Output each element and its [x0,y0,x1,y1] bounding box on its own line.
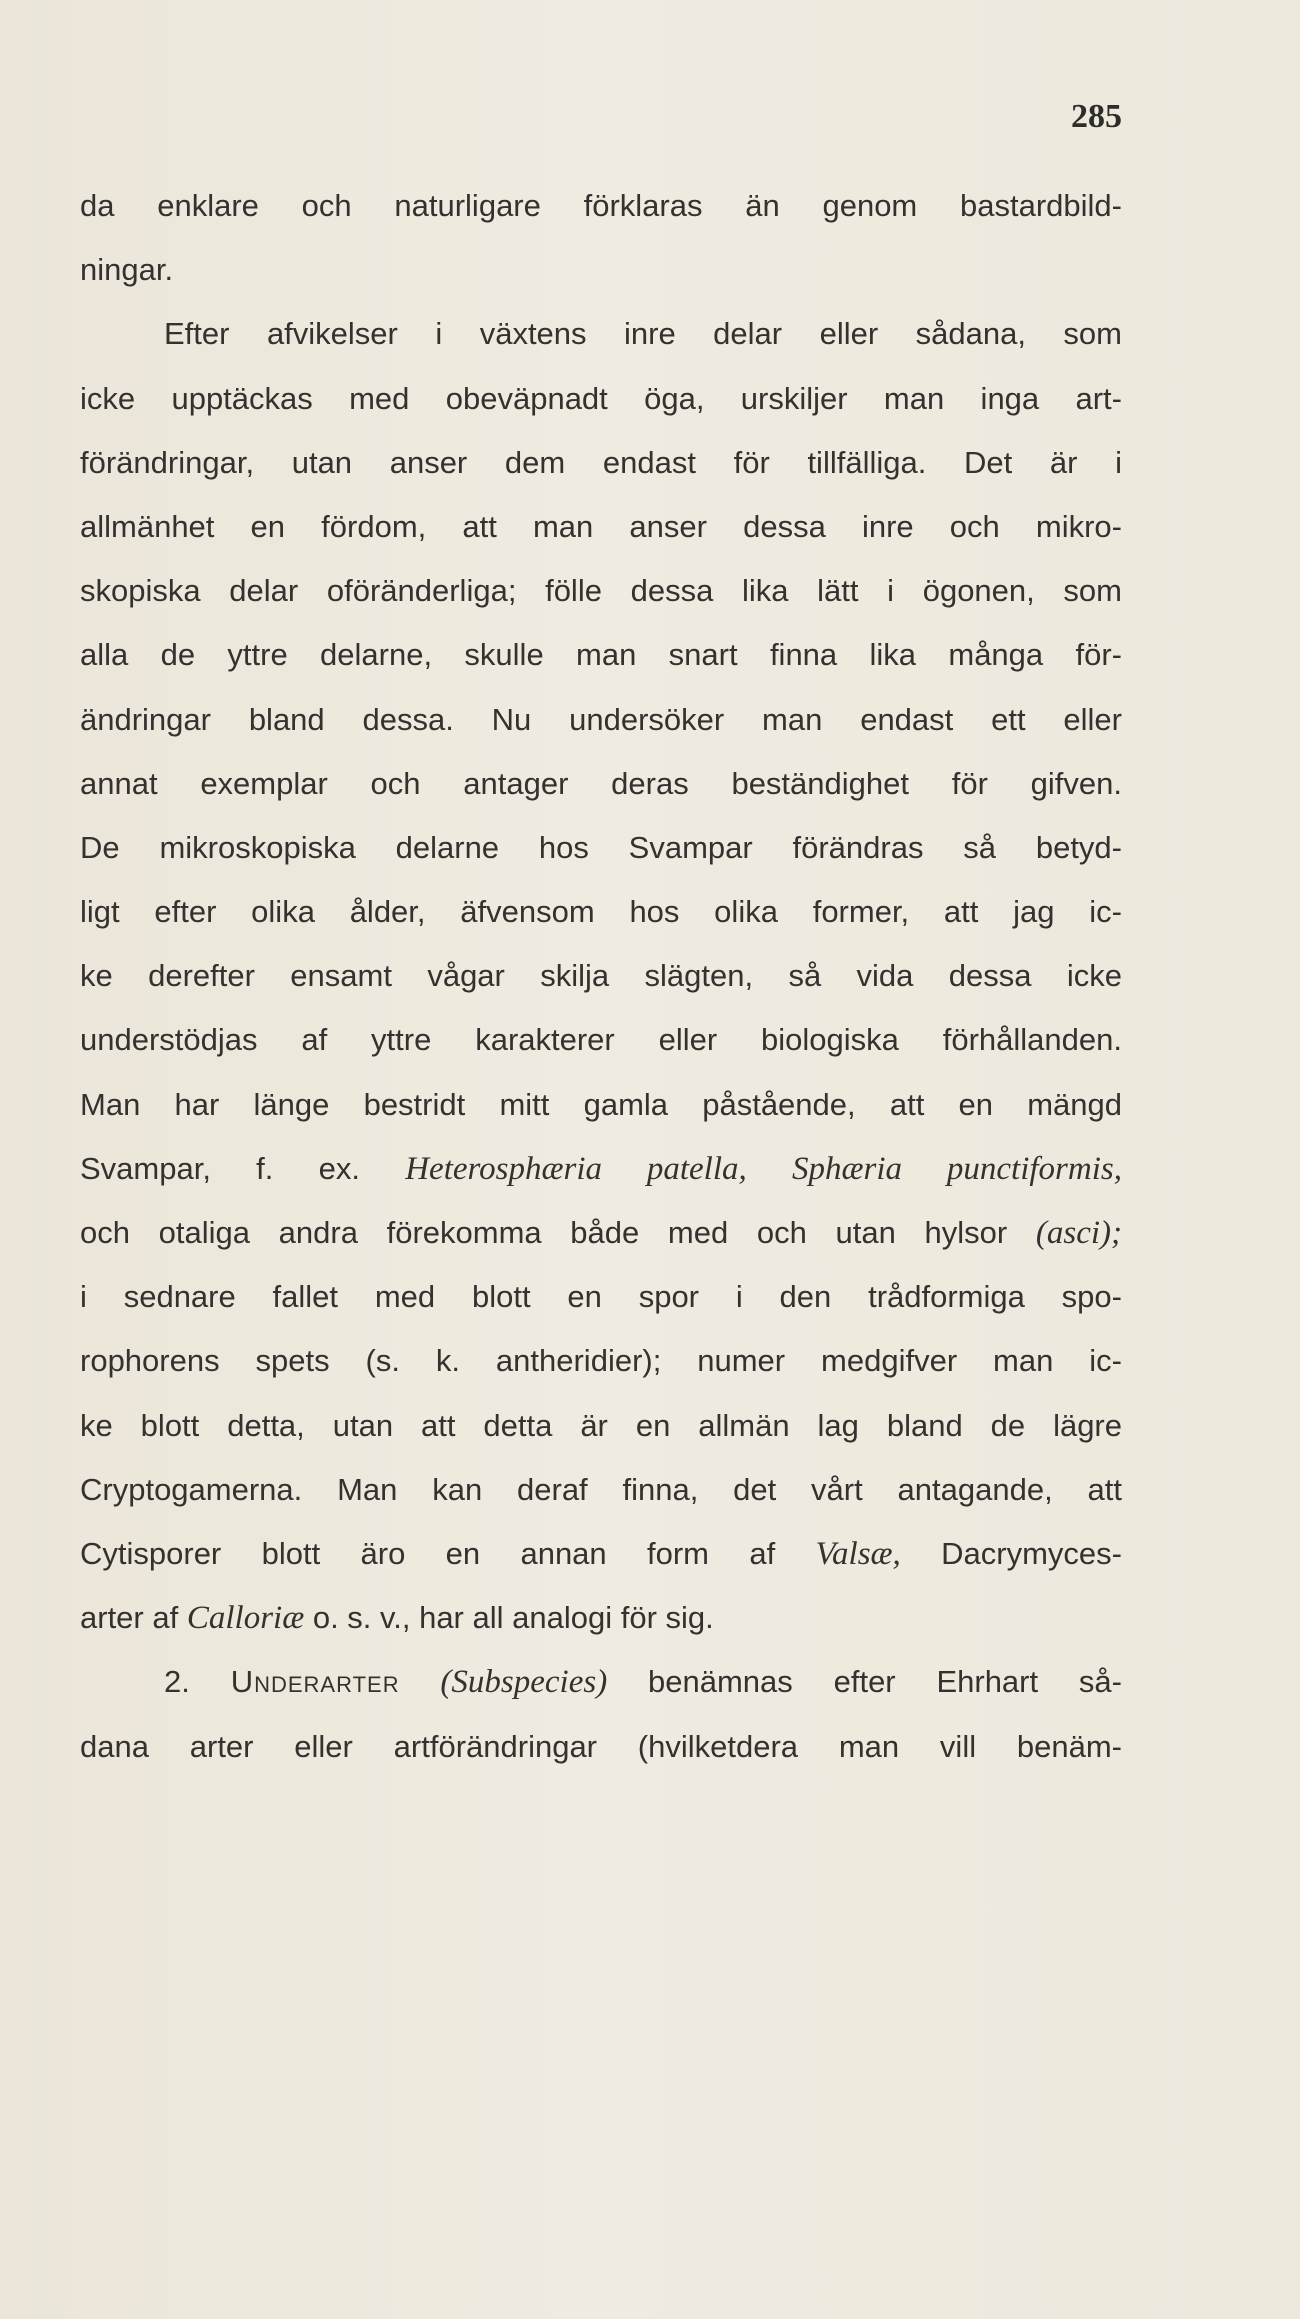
text-line: dana arter eller artförändringar (hvilketdera man vill benäm- [80,1728,1122,1764]
text-line: Efter afvikelser i växtens inre delar eller sådana, som [164,316,1122,352]
text-run: Cytisporer blott äro en annan form af [80,1535,776,1571]
term-italic: (Subspecies) [440,1664,608,1701]
text-run: arter af [80,1600,179,1636]
body-text [80,174,1122,1779]
taxon-name: Calloriæ [186,1600,305,1637]
section-heading: Underarter [230,1664,400,1700]
text-line: ke blott detta, utan att detta är en allmän lag bland de lägre [80,1407,1122,1443]
page-number: 285 [1071,98,1122,135]
text-run: Svampar, f. ex. [80,1150,360,1186]
text-line: De mikroskopiska delarne hos Svampar förändras så betyd- [80,829,1122,865]
text-line: skopiska delar oföränderliga; fölle dessa lika lätt i ögonen, som [80,573,1122,609]
text-line [80,1201,1122,1265]
term-italic: (asci); [1035,1215,1122,1251]
text-line [80,1137,1122,1201]
text-run: och otaliga andra förekomma både med och utan hylsor [80,1215,1008,1250]
taxon-name: Sphæria punctiformis, [792,1150,1122,1187]
text-line: alla de yttre delarne, skulle man snart finna lika många för- [80,637,1122,673]
text-line: ligt efter olika ålder, äfvensom hos olika former, att jag ic- [80,894,1122,930]
text-line: da enklare och naturligare förklaras än genom bastardbild- [80,188,1122,223]
text-line: ändringar bland dessa. Nu undersöker man endast ett eller [80,701,1122,737]
text-line: rophorens spets (s. k. antheridier); numer medgifver man ic- [80,1343,1122,1379]
text-line: allmänhet en fördom, att man anser dessa inre och mikro- [80,508,1122,544]
text-line: ke derefter ensamt vågar skilja slägten, så vida dessa icke [80,958,1122,994]
taxon-name: Valsæ, [815,1535,901,1572]
taxon-name: Heterosphæria patella, [405,1150,747,1187]
text-line: understödjas af yttre karakterer eller biologiska förhållanden. [80,1022,1122,1058]
text-line: ningar. [80,252,174,288]
text-run: Dacrymyces- [941,1535,1122,1571]
section-number: 2. [164,1664,190,1700]
text-line: förändringar, utan anser dem endast för tillfälliga. Det är i [80,444,1122,480]
text-run: o. s. v., har all analogi för sig. [312,1600,714,1636]
text-line: i sednare fallet med blott en spor i den trådformiga spo- [80,1279,1122,1315]
text-run: benämnas efter Ehrhart så- [648,1664,1122,1700]
text-line: icke upptäckas med obeväpnadt öga, urskiljer man inga art- [80,380,1122,416]
text-line: annat exemplar och antager deras beständighet för gifven. [80,765,1122,801]
text-line: Cryptogamerna. Man kan deraf finna, det vårt antagande, att [80,1471,1122,1507]
section-heading-line [80,1650,1122,1714]
text-line [80,1522,1122,1586]
text-line: Man har länge bestridt mitt gamla påstående, att en mängd [80,1086,1122,1122]
text-line [80,1586,1122,1650]
